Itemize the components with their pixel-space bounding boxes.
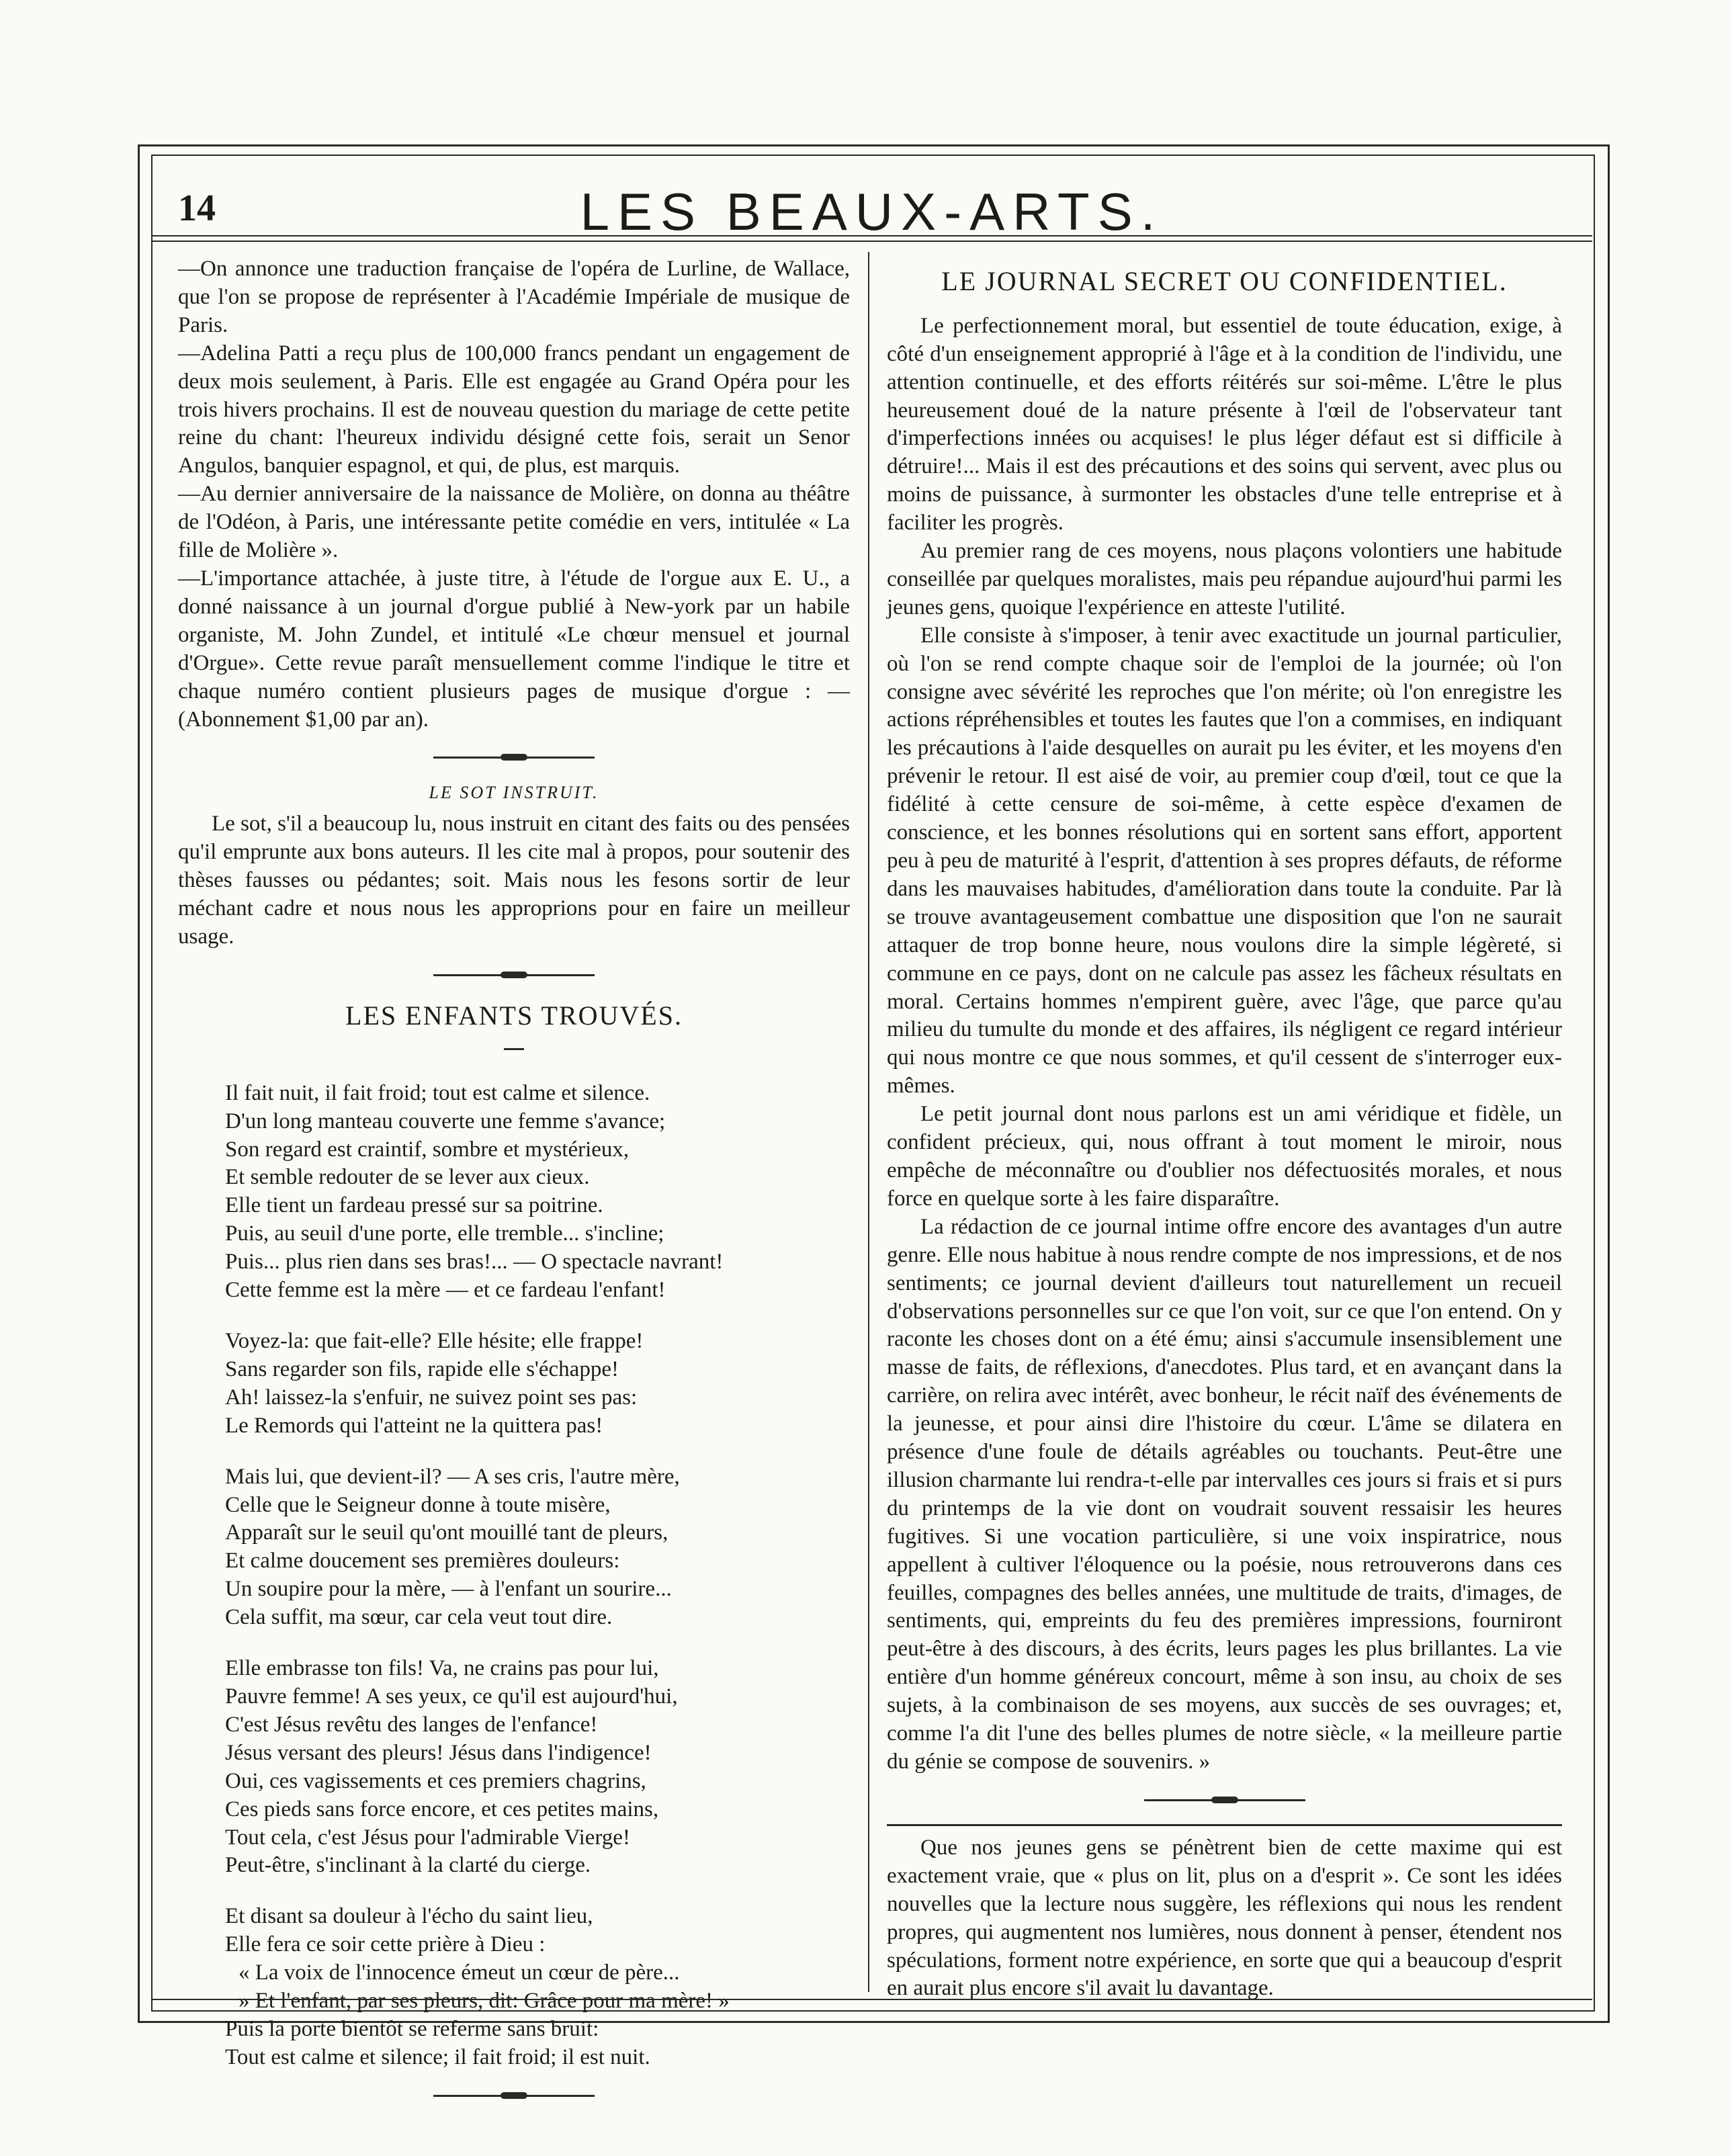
poem-verse: Il fait nuit, il fait froid; tout est calme et silence.	[225, 1080, 650, 1105]
poem-verse: Elle tient un fardeau pressé sur sa poitrine.	[225, 1193, 603, 1218]
poem-verse: Mais lui, que devient-il? — A ses cris, l'autre mère,	[225, 1464, 680, 1489]
poem-verse: Voyez-la: que fait-elle? Elle hésite; elle frappe!	[225, 1329, 644, 1353]
poem-verse: Peut-être, s'inclinant à la clarté du cierge.	[225, 1853, 591, 1878]
poem-verse: Et semble redouter de se lever aux cieux.	[225, 1165, 590, 1190]
news-item: —L'importance attachée, à juste titre, à l'étude de l'orgue aux E. U., a donné naissance à un journal d'orgue publié à New-york par un habile organiste, M. John Zundel, et intitulé «Le chœur mensuel et journal d'Orgue». Cette revue paraît mensuellement comme l'indique le titre et chaque numéro contient plusieurs pages de musique d'orgue : — (Abonnement $1,00 par an).	[178, 566, 850, 732]
news-item: —Au dernier anniversaire de la naissance de Molière, on donna au théâtre de l'Odéon, à Paris, une intéressante petite comédie en vers, intitulée « La fille de Molière ».	[178, 482, 850, 563]
poem-stanza	[225, 1655, 850, 1880]
poem-verse: Un soupire pour la mère, — à l'enfant un sourire...	[225, 1577, 672, 1602]
poem-verse: Pauvre femme! A ses yeux, ce qu'il est aujourd'hui,	[225, 1684, 678, 1709]
section-separator	[433, 2095, 595, 2097]
page-number: 14	[178, 187, 216, 229]
article-paragraph: Le petit journal dont nous parlons est un ami véridique et fidèle, un confident précieux, qui, nous offrant à tout moment le miroir, nous empêche de méconnaître ou d'oublier nos défectuosités morales, et nous force en quelque sorte à les faire disparaître.	[887, 1102, 1562, 1211]
poem-verse: D'un long manteau couverte une femme s'avance;	[225, 1109, 666, 1133]
title-dash	[504, 1048, 524, 1050]
left-column	[178, 255, 850, 2120]
poem-verse: Son regard est craintif, sombre et mystérieux,	[225, 1137, 630, 1162]
footer-rule	[151, 1999, 1592, 2000]
closing-box	[887, 1824, 1562, 2003]
poem-stanza	[225, 1080, 850, 1305]
poem-verse: » Et l'enfant, par ses pleurs, dit: Grâce pour ma mère! »	[239, 1989, 730, 2014]
poem-verse: Et disant sa douleur à l'écho du saint lieu,	[225, 1904, 593, 1929]
poem-verse: Oui, ces vagissements et ces premiers chagrins,	[225, 1768, 646, 1793]
poem-verse: Elle fera ce soir cette prière à Dieu :	[225, 1932, 546, 1957]
poem-stanza	[225, 1903, 850, 2071]
right-column	[887, 255, 1562, 2003]
poem-verse: « La voix de l'innocence émeut un cœur de père...	[239, 1960, 680, 1985]
header-rule-double	[151, 241, 1592, 242]
news-item: —Adelina Patti a reçu plus de 100,000 francs pendant un engagement de deux mois seulement, à Paris. Elle est engagée au Grand Opéra pour les trois hivers prochains. Il est de nouveau question du mariage de cette petite reine du chant: l'heureux individu désigné cette fois, serait un Senor Angulos, banquier espagnol, et qui, de plus, est marquis.	[178, 341, 850, 478]
poem-verse: Celle que le Seigneur donne à toute misère,	[225, 1492, 611, 1517]
section-separator	[433, 757, 595, 759]
news-section	[178, 255, 850, 734]
poem-verse: Ah! laissez-la s'enfuir, ne suivez point ses pas:	[225, 1385, 638, 1410]
news-item: —On annonce une traduction française de l'opéra de Lurline, de Wallace, que l'on se propose de représenter à l'Académie Impériale de musique de Paris.	[178, 257, 850, 337]
sot-title: LE SOT INSTRUIT.	[429, 783, 599, 803]
article-paragraph: Le perfectionnement moral, but essentiel de toute éducation, exige, à côté d'un enseignement approprié à l'âge et à la condition de l'individu, une attention continuelle, et des efforts réitérés sur soi-même. L'être le plus heureusement doué de la nature présente à l'œil de l'observateur tant d'imperfections innées ou acquises! le plus léger défaut est si difficile à détruire!... Mais il est des précautions et des soins qui servent, avec plus ou moins de puissance, à surmonter les obstacles d'une telle entreprise et à faciliter les progrès.	[887, 313, 1562, 535]
poem-verse: Tout cela, c'est Jésus pour l'admirable Vierge!	[225, 1825, 630, 1850]
page-header	[151, 168, 1592, 242]
poem-verse: Apparaît sur le seuil qu'ont mouillé tant de pleurs,	[225, 1520, 668, 1545]
article-title: LE JOURNAL SECRET OU CONFIDENTIEL.	[941, 266, 1508, 296]
article-paragraph: La rédaction de ce journal intime offre encore des avantages d'un autre genre. Elle nous habitue à nous rendre compte de nos impressions, et de nos sentiments; ce journal devient d'ailleurs tout naturellement un recueil d'observations personnelles sur ce que l'on voit, sur ce que l'on entend. On y raconte les choses dont on a été ému; ainsi s'accumule insensiblement une masse de faits, de réflexions, d'anecdotes. Plus tard, et en avançant dans la carrière, on relira avec intérêt, avec bonheur, le récit naïf des événements de la jeunesse, et pour ainsi dire l'histoire du cœur. L'âme se dilatera en présence d'une foule de détails agréables ou touchants. Peut-être une illusion charmante lui rendra-t-elle par intervalles ces jours si frais et si purs du printemps de la vie dont on voudrait souvent ressaisir les heures fugitives. Si une vocation particulière, si une voix inspiratrice, nous appellent à cultiver l'éloquence ou la poésie, nous retrouverons dans ces feuilles, compagnes des belles années, une multitude de traits, d'images, de sentiments, qui, empreints du feu des premières impressions, fourniront peut-être à des discours, à des écrits, leurs pages les plus brillantes. La vie entière d'un homme généreux concourt, même à son insu, au choix de ses sujets, à la combinaison de ses moyens, aux succès de ses ouvrages; et, comme l'a dit l'une des belles plumes de notre siècle, « la meilleure partie du génie se compose de souvenirs. »	[887, 1214, 1562, 1774]
poem	[225, 1080, 850, 2072]
poem-verse: C'est Jésus revêtu des langes de l'enfance!	[225, 1712, 598, 1737]
poem-verse: Sans regarder son fils, rapide elle s'échappe!	[225, 1356, 619, 1381]
column-divider	[868, 252, 869, 1992]
sot-text: Le sot, s'il a beaucoup lu, nous instruit en citant des faits ou des pensées qu'il emprunte aux bons auteurs. Il les cite mal à propos, pour soutenir des thèses fausses ou pédantes; soit. Mais nous les fesons sortir de leur méchant cadre et nous nous les approprions pour en faire un meilleur usage.	[178, 812, 850, 949]
poem-verse: Cela suffit, ma sœur, car cela veut tout dire.	[225, 1605, 613, 1630]
poem-stanza	[225, 1328, 850, 1440]
poem-verse: Puis, au seuil d'une porte, elle tremble... s'incline;	[225, 1221, 664, 1246]
poem-stanza	[225, 1463, 850, 1632]
poem-verse: Puis... plus rien dans ses bras!... — O spectacle navrant!	[225, 1250, 724, 1275]
masthead-title: LES BEAUX-ARTS.	[580, 182, 1164, 241]
poem-verse: Le Remords qui l'atteint ne la quittera pas!	[225, 1413, 603, 1438]
poem-verse: Elle embrasse ton fils! Va, ne crains pas pour lui,	[225, 1656, 659, 1681]
poem-verse: Cette femme est la mère — et ce fardeau l'enfant!	[225, 1278, 666, 1303]
article-paragraph: Elle consiste à s'imposer, à tenir avec exactitude un journal particulier, où l'on se rend compte chaque soir de l'emploi de la journée; où l'on consigne avec sévérité les reproches que l'on mérite; où l'on enregistre les actions répréhensibles et toutes les fautes que l'on a commises, en indiquant les précautions à l'aide desquelles on aurait pu les éviter, et les moyens d'en prévenir le retour. Il est aisé de voir, au premier coup d'œil, tout ce que la fidélité à cette censure de soi-même, à cette espèce d'examen de conscience, et les bonnes résolutions qui en sortent sans effort, apportent peu à peu de maturité à l'esprit, d'attention à ses propres défauts, de réforme dans les mauvaises habitudes, d'amélioration dans toute la conduite. Par là se trouve avantageusement combattue une disposition que l'on ne saurait attaquer de trop bonne heure, nous voulons dire la simple légèreté, si commune en ce pays, dont on ne calcule pas assez les fâcheux résultats en moral. Certains hommes n'empirent guère, avec l'âge, que parce qu'au milieu du tumulte du monde et des affaires, ils négligent ce regard intérieur qui nous montre ce que nous sommes, et qu'il cessent de s'interroger eux-mêmes.	[887, 623, 1562, 1098]
poem-verse: Et calme doucement ses premières douleurs:	[225, 1549, 620, 1573]
poem-title: LES ENFANTS TROUVÉS.	[345, 1000, 683, 1031]
poem-verse: Puis la porte bientôt se referme sans bruit:	[225, 2016, 599, 2041]
poem-verse: Tout est calme et silence; il fait froid; il est nuit.	[225, 2044, 650, 2069]
article-paragraph: Au premier rang de ces moyens, nous plaçons volontiers une habitude conseillée par quelques moralistes, mais peu répandue aujourd'hui parmi les jeunes gens, quoique l'expérience en atteste l'utilité.	[887, 539, 1562, 619]
section-separator	[1144, 1799, 1305, 1801]
poem-verse: Jésus versant des pleurs! Jésus dans l'indigence!	[225, 1740, 652, 1765]
header-rule	[151, 235, 1592, 236]
section-separator	[433, 974, 595, 976]
closing-paragraph: Que nos jeunes gens se pénètrent bien de cette maxime qui est exactement vraie, que « plus on lit, plus on a d'esprit ». Ce sont les idées nouvelles que la lecture nous suggère, les réflexions qui nous les rendent propres, qui augmentent nos lumières, nous donnent à penser, étendent nos spéculations, forment notre expérience, en sorte que qui a beaucoup d'esprit en aurait plus encore s'il avait lu davantage.	[887, 1835, 1562, 2001]
poem-verse: Ces pieds sans force encore, et ces petites mains,	[225, 1797, 659, 1821]
